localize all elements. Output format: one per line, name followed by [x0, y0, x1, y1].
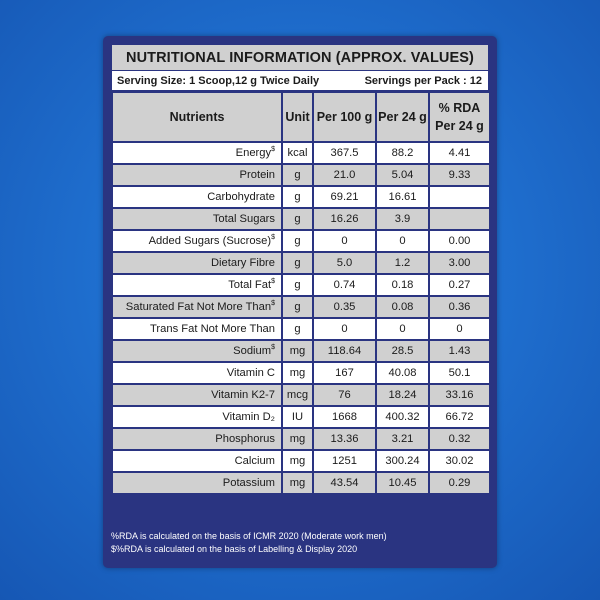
unit-cell: g	[282, 208, 313, 230]
rda-cell: 4.41	[429, 142, 490, 164]
header-per-24g: Per 24 g	[376, 92, 429, 142]
per-100g-cell: 16.26	[313, 208, 376, 230]
nutrient-name-cell	[112, 340, 282, 362]
rda-cell: 0	[429, 318, 490, 340]
per-100g-cell: 1251	[313, 450, 376, 472]
rda-basis-mark: $	[271, 146, 275, 153]
unit-cell: g	[282, 296, 313, 318]
nutrient-name-cell	[112, 450, 282, 472]
table-row	[112, 274, 490, 296]
nutrient-name: Added Sugars (Sucrose)	[148, 235, 272, 247]
rda-basis-mark: $	[271, 234, 275, 241]
table-row	[112, 164, 490, 186]
nutrient-name: Protein	[239, 169, 275, 181]
nutrition-table-body	[112, 142, 490, 494]
header-rda-line1: % RDA	[438, 101, 481, 115]
per-24g-cell: 300.24	[376, 450, 429, 472]
per-100g-cell: 0	[313, 318, 376, 340]
unit-cell: g	[282, 252, 313, 274]
per-100g-cell: 167	[313, 362, 376, 384]
rda-cell: 0.29	[429, 472, 490, 494]
nutrient-name: Sodium	[233, 345, 272, 357]
per-100g-cell: 0.35	[313, 296, 376, 318]
nutrient-name: Vitamin D₂	[222, 411, 275, 423]
nutrient-name: Carbohydrate	[207, 191, 275, 203]
table-row	[112, 318, 490, 340]
rda-cell	[429, 186, 490, 208]
nutrient-name-cell	[112, 472, 282, 494]
table-row	[112, 384, 490, 406]
table-row	[112, 450, 490, 472]
footnote-labelling: $%RDA is calculated on the basis of Labelling & Display 2020	[111, 544, 358, 554]
header-per-100g: Per 100 g	[313, 92, 376, 142]
per-100g-cell: 5.0	[313, 252, 376, 274]
rda-cell: 9.33	[429, 164, 490, 186]
table-title: NUTRITIONAL INFORMATION (APPROX. VALUES)	[111, 44, 489, 71]
table-row	[112, 186, 490, 208]
per-24g-cell: 10.45	[376, 472, 429, 494]
per-24g-cell: 3.21	[376, 428, 429, 450]
table-header-row	[112, 92, 490, 142]
per-100g-cell: 1668	[313, 406, 376, 428]
nutrient-name: Phosphorus	[215, 433, 275, 445]
nutrient-name-cell	[112, 186, 282, 208]
unit-cell: g	[282, 318, 313, 340]
per-24g-cell: 3.9	[376, 208, 429, 230]
per-24g-cell: 40.08	[376, 362, 429, 384]
table-row	[112, 230, 490, 252]
nutrient-name: Energy	[235, 147, 272, 159]
per-100g-cell: 43.54	[313, 472, 376, 494]
rda-cell: 50.1	[429, 362, 490, 384]
rda-cell: 30.02	[429, 450, 490, 472]
nutrient-name: Total Sugars	[212, 213, 275, 225]
table-row	[112, 208, 490, 230]
per-100g-cell: 21.0	[313, 164, 376, 186]
serving-info-row	[111, 71, 489, 91]
per-24g-cell: 88.2	[376, 142, 429, 164]
unit-cell: mg	[282, 450, 313, 472]
nutrition-table-wrapper	[111, 44, 489, 495]
nutrient-name-cell	[112, 252, 282, 274]
table-row	[112, 428, 490, 450]
rda-cell: 66.72	[429, 406, 490, 428]
per-100g-cell: 13.36	[313, 428, 376, 450]
rda-cell: 1.43	[429, 340, 490, 362]
table-row	[112, 252, 490, 274]
rda-cell: 3.00	[429, 252, 490, 274]
table-row	[112, 406, 490, 428]
unit-cell: mg	[282, 362, 313, 384]
unit-cell: mg	[282, 428, 313, 450]
nutrient-name-cell	[112, 142, 282, 164]
footnote-icmr: %RDA is calculated on the basis of ICMR 2020 (Moderate work men)	[111, 531, 387, 541]
footnotes	[111, 530, 387, 556]
per-100g-cell: 367.5	[313, 142, 376, 164]
nutrient-name-cell	[112, 274, 282, 296]
nutrient-name-cell	[112, 296, 282, 318]
per-24g-cell: 5.04	[376, 164, 429, 186]
unit-cell: mg	[282, 472, 313, 494]
per-100g-cell: 76	[313, 384, 376, 406]
nutrient-name-cell	[112, 318, 282, 340]
unit-cell: g	[282, 274, 313, 296]
nutrient-name-cell	[112, 384, 282, 406]
rda-cell: 0.00	[429, 230, 490, 252]
per-24g-cell: 400.32	[376, 406, 429, 428]
nutrient-name: Trans Fat Not More Than	[150, 323, 275, 335]
unit-cell: mcg	[282, 384, 313, 406]
serving-size: Serving Size: 1 Scoop,12 g Twice Daily	[117, 74, 320, 87]
unit-cell: mg	[282, 340, 313, 362]
header-unit: Unit	[282, 92, 313, 142]
nutrient-name: Potassium	[222, 477, 275, 489]
rda-cell: 0.32	[429, 428, 490, 450]
nutrient-name: Vitamin C	[226, 367, 275, 379]
nutrient-name: Total Fat	[228, 279, 272, 291]
per-24g-cell: 28.5	[376, 340, 429, 362]
nutrition-panel	[103, 36, 497, 568]
unit-cell: kcal	[282, 142, 313, 164]
per-100g-cell: 69.21	[313, 186, 376, 208]
rda-cell	[429, 208, 490, 230]
rda-basis-mark: $	[271, 278, 275, 285]
table-row	[112, 472, 490, 494]
table-row	[112, 362, 490, 384]
per-24g-cell: 0.08	[376, 296, 429, 318]
nutrient-name: Calcium	[234, 455, 275, 467]
rda-cell: 33.16	[429, 384, 490, 406]
header-rda	[429, 92, 490, 142]
rda-cell: 0.36	[429, 296, 490, 318]
header-rda-line2: Per 24 g	[435, 119, 484, 133]
nutrient-name: Dietary Fibre	[210, 257, 275, 269]
unit-cell: g	[282, 164, 313, 186]
rda-cell: 0.27	[429, 274, 490, 296]
unit-cell: g	[282, 186, 313, 208]
per-24g-cell: 0.18	[376, 274, 429, 296]
nutrient-name: Saturated Fat Not More Than	[125, 301, 272, 313]
per-24g-cell: 0	[376, 230, 429, 252]
header-nutrients: Nutrients	[112, 92, 282, 142]
unit-cell: g	[282, 230, 313, 252]
per-24g-cell: 0	[376, 318, 429, 340]
per-100g-cell: 118.64	[313, 340, 376, 362]
nutrient-name-cell	[112, 362, 282, 384]
table-row	[112, 296, 490, 318]
rda-basis-mark: $	[271, 300, 275, 307]
per-24g-cell: 18.24	[376, 384, 429, 406]
table-row	[112, 340, 490, 362]
servings-per-pack: Servings per Pack : 12	[364, 74, 482, 87]
nutrient-name-cell	[112, 230, 282, 252]
per-24g-cell: 16.61	[376, 186, 429, 208]
table-row	[112, 142, 490, 164]
rda-basis-mark: $	[271, 344, 275, 351]
unit-cell: IU	[282, 406, 313, 428]
nutrient-name-cell	[112, 428, 282, 450]
nutrient-name: Vitamin K2-7	[211, 389, 275, 401]
per-100g-cell: 0	[313, 230, 376, 252]
nutrient-name-cell	[112, 208, 282, 230]
per-24g-cell: 1.2	[376, 252, 429, 274]
nutrient-name-cell	[112, 164, 282, 186]
nutrition-table	[111, 91, 491, 495]
nutrient-name-cell	[112, 406, 282, 428]
per-100g-cell: 0.74	[313, 274, 376, 296]
